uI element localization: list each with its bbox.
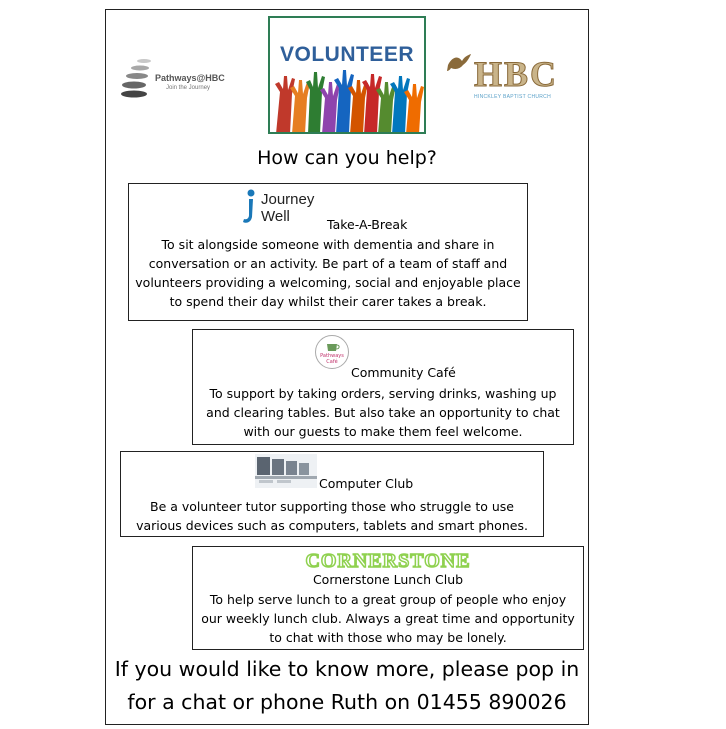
hbc-subtitle: HINCKLEY BAPTIST CHURCH [474, 94, 552, 100]
section-description: To sit alongside someone with dementia and share in conversation or an activity. Be part of a team of staff and volunteers providing a welcoming, social and enjoyable place to spend their day whilst their carer takes a break. [135, 237, 521, 309]
journey-well-logo [241, 189, 331, 227]
footer-line-2: for a chat or phone Ruth on 01455 890026 [127, 690, 567, 714]
person-icon [241, 189, 257, 225]
pathways-tagline: Join the Journey [166, 85, 211, 91]
hbc-letters: HBC [474, 54, 559, 94]
flyer-page [105, 9, 589, 725]
stepping-stones-icon [120, 58, 156, 98]
journey-well-text-2: Well [261, 208, 290, 225]
section-cornerstone-lunch-club [192, 546, 584, 650]
raised-hands-icon [270, 62, 424, 134]
computers-icon [255, 454, 317, 488]
section-title: Community Café [351, 365, 456, 380]
pathways-logo [120, 58, 240, 102]
volunteer-banner [268, 16, 426, 134]
footer-contact [106, 653, 588, 719]
cafe-cup-icon [326, 342, 340, 352]
page-heading: How can you help? [257, 147, 437, 169]
section-description: To support by taking orders, serving drinks, washing up and clearing tables. But also take an opportunity to chat with our guests to make them feel welcome. [206, 386, 560, 439]
cornerstone-logo: CORNERSTONE [305, 550, 471, 572]
cafe-logo [315, 335, 349, 369]
section-title: Cornerstone Lunch Club [312, 572, 464, 587]
section-description: To help serve lunch to a great group of people who enjoy our weekly lunch club. Always a great time and opportunity to chat with those who may be lonely. [201, 592, 575, 645]
volunteer-title: VOLUNTEER [279, 43, 414, 66]
pathways-name: Pathways@HBC [155, 73, 225, 83]
hbc-logo [446, 50, 566, 106]
section-community-cafe [192, 329, 574, 445]
section-description: Be a volunteer tutor supporting those who struggle to use various devices such as computers, tablets and smart phones. [136, 499, 528, 533]
section-computer-club [120, 451, 544, 537]
section-take-a-break [128, 183, 528, 321]
dove-icon [446, 53, 472, 75]
section-title: Take-A-Break [327, 217, 408, 232]
journey-well-text: Journey [261, 191, 315, 208]
footer-line-1: If you would like to know more, please pop in [114, 657, 580, 681]
cafe-logo-text: Pathways Café [320, 353, 344, 365]
section-title: Computer Club [319, 476, 414, 491]
